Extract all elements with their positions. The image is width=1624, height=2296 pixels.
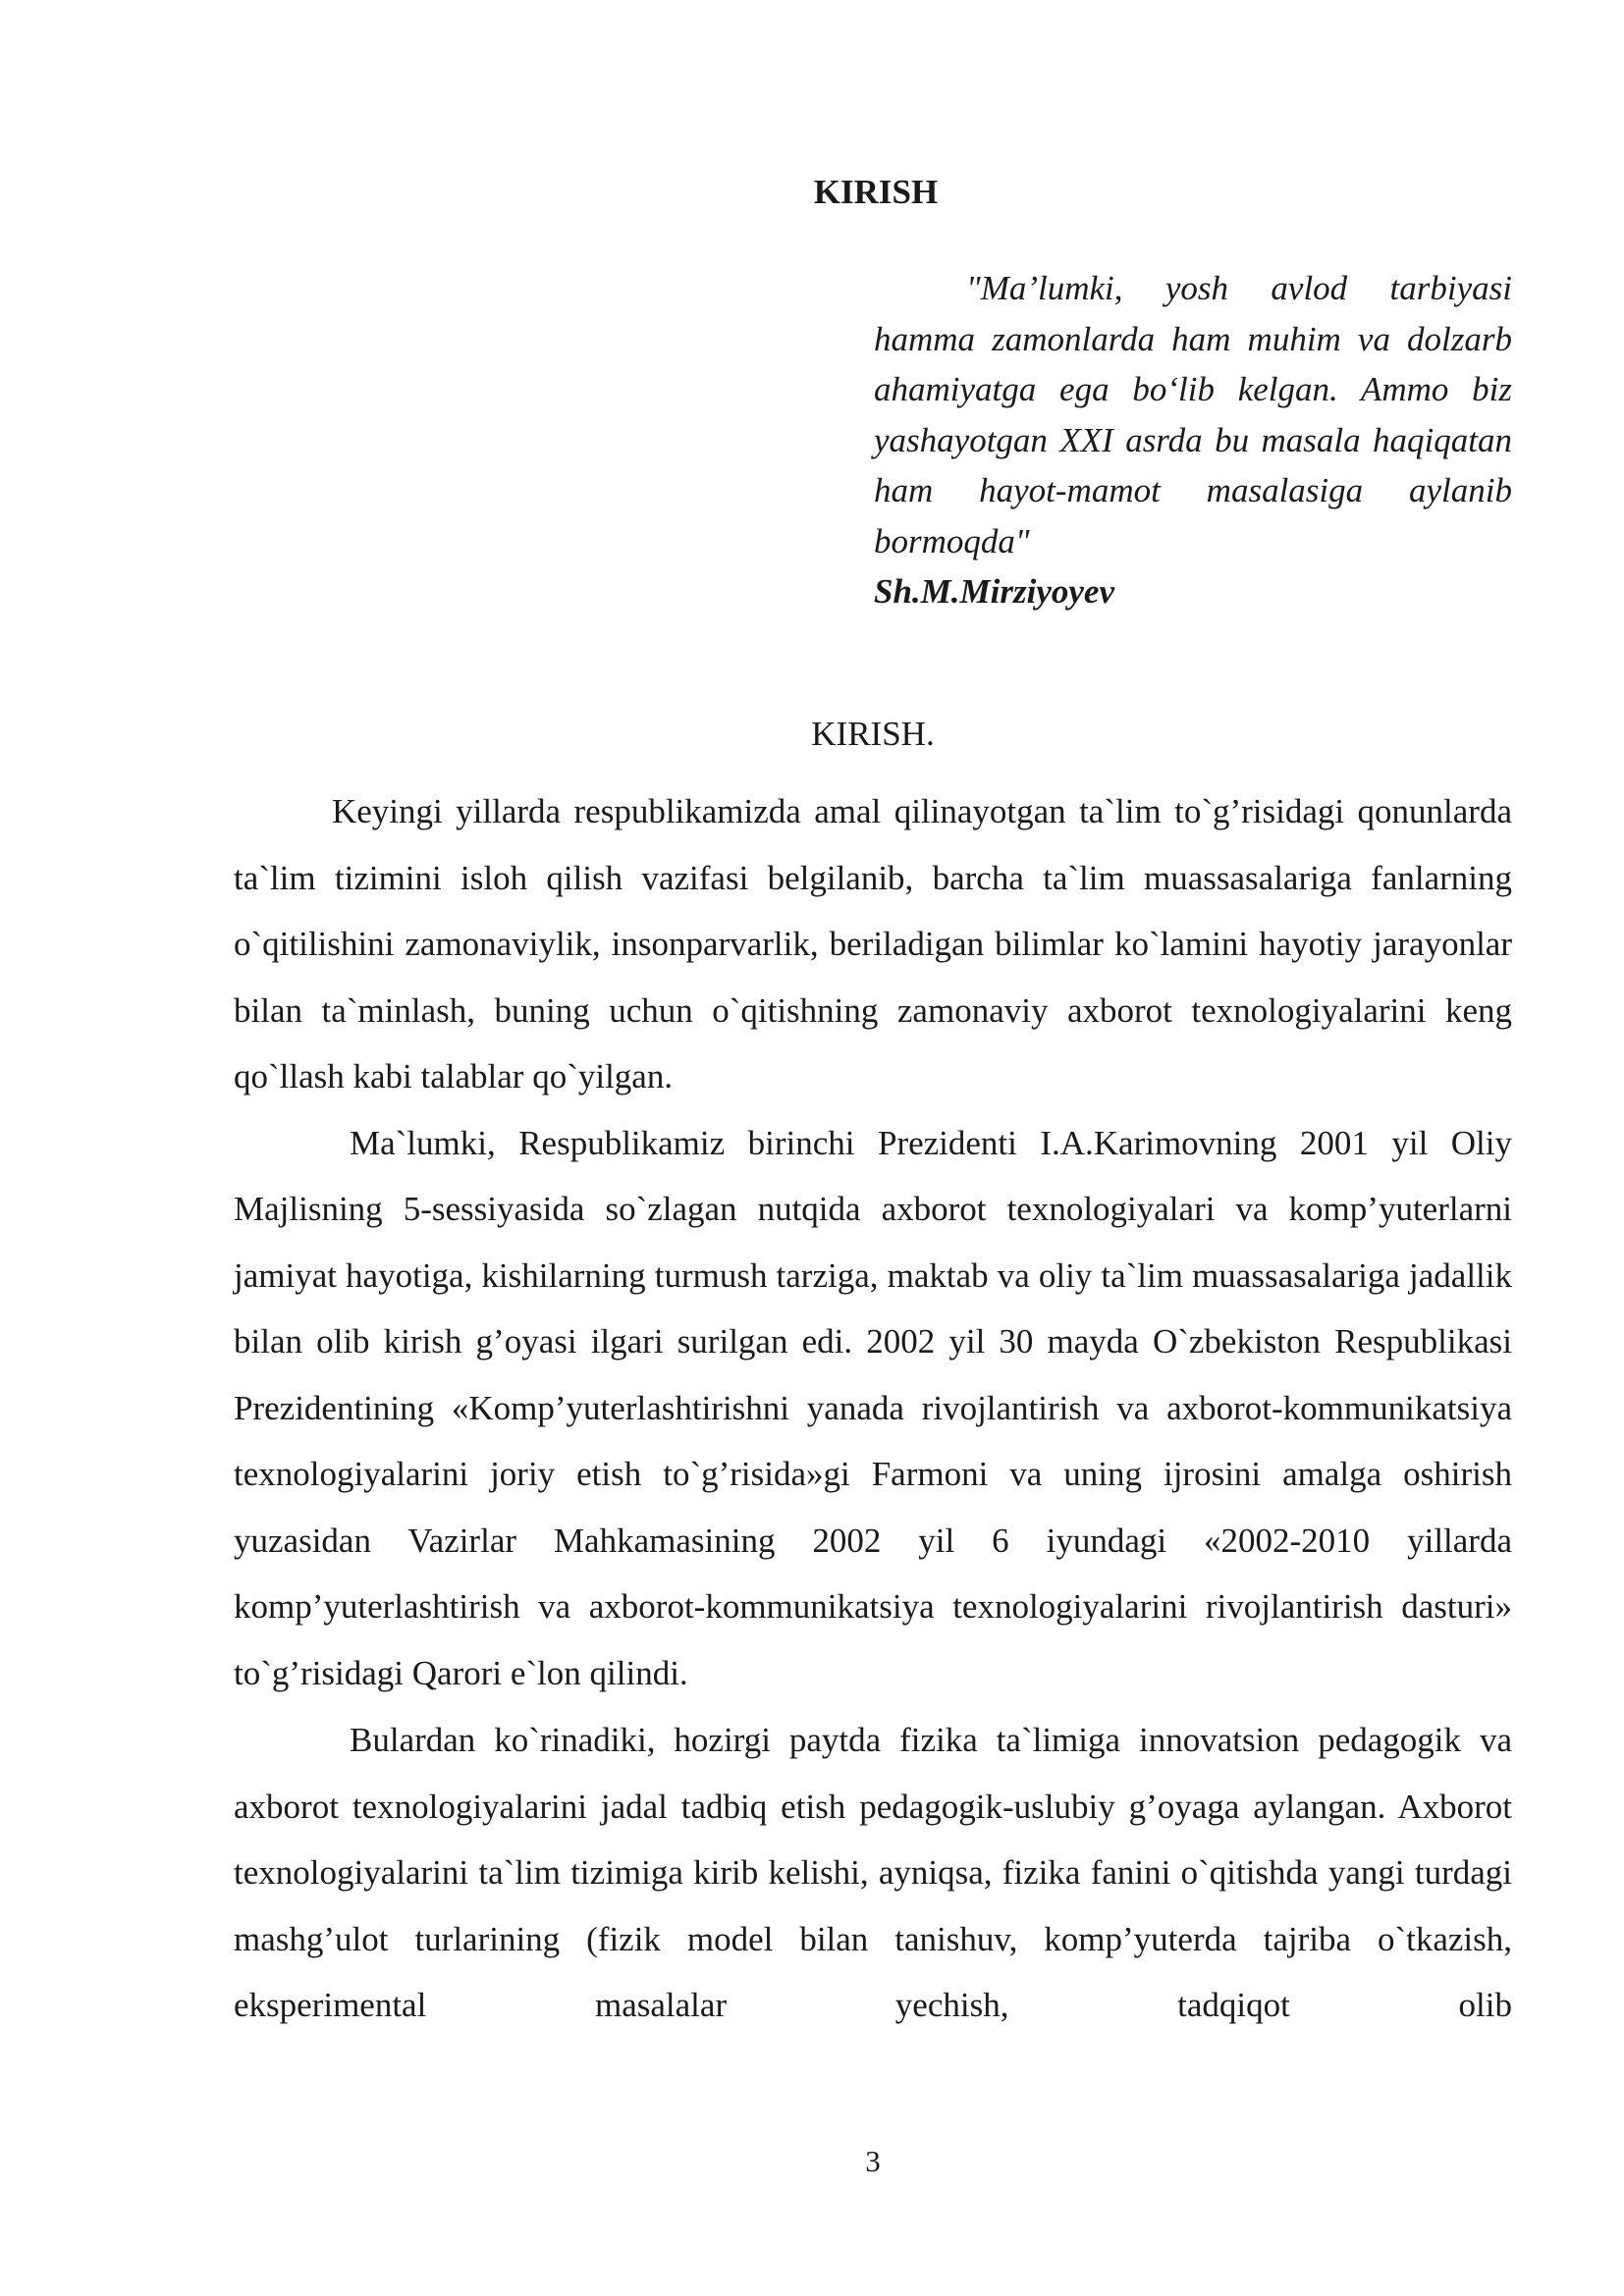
page-number: 3 [865, 2144, 881, 2178]
body-text [234, 778, 1512, 2039]
epigraph [874, 263, 1512, 617]
page-title: KIRISH [813, 173, 939, 211]
paragraph-1: Keyingi yillarda respublikamizda amal qilinayotgan ta`lim to`g’risidagi qonunlarda ta`lim tizimini isloh qilish vazifasi belgilanib, barcha ta`lim muassasalariga fanlarning o`qitilishini zamonaviylik, insonparvarlik, beriladigan bilimlar ko`lamini hayotiy jarayonlar bilan ta`minlash, buning uchun o`qitishning zamonaviy axborot texnologiyalarini keng qo`llash kabi talablar qo`yilgan. [234, 792, 1512, 1095]
epigraph-author: Sh.M.Mirziyoyev [874, 572, 1114, 611]
epigraph-quote: "Ma’lumki, yosh avlod tarbiyasi hamma zamonlarda ham muhim va dolzarb ahamiyatga ega bo‘lib kelgan. Ammo biz yashayotgan XXI asrda bu masala haqiqatan ham hayot-mamot masalasiga aylanib bormoqda" [874, 269, 1512, 561]
paragraph-2: Ma`lumki, Respublikamiz birinchi Prezidenti I.A.Karimovning 2001 yil Oliy Majlisning 5-sessiyasida so`zlagan nutqida axborot texnologiyalari va komp’yuterlarni jamiyat hayotiga, kishilarning turmush tarziga, maktab va oliy ta`lim muassasalariga jadallik bilan olib kirish g’oyasi ilgari surilgan edi. 2002 yil 30 mayda O`zbekiston Respublikasi Prezidentining «Komp’yuterlashtirishni yanada rivojlantirish va axborot-kommunikatsiya texnologiyalarini joriy etish to`g’risida»gi Farmoni va uning ijrosini amalga oshirish yuzasidan Vazirlar Mahkamasining 2002 yil 6 iyundagi «2002-2010 yillarda komp’yuterlashtirish va axborot-kommunikatsiya texnologiyalarini rivojlantirish dasturi» to`g’risidagi Qarori e`lon qilindi. [234, 1123, 1512, 1692]
paragraph-3: Bulardan ko`rinadiki, hozirgi paytda fizika ta`limiga innovatsion pedagogik va axborot texnologiyalarini jadal tadbiq etish pedagogik-uslubiy g’oyaga aylangan. Axborot texnologiyalarini ta`lim tizimiga kirib kelishi, ayniqsa, fizika fanini o`qitishda yangi turdagi mashg’ulot turlarining (fizik model bilan tanishuv, komp’yuterda tajriba o`tkazish, eksperimental masalalar yechish, tadqiqot olib [234, 1721, 1512, 2024]
section-heading: KIRISH. [811, 715, 935, 753]
